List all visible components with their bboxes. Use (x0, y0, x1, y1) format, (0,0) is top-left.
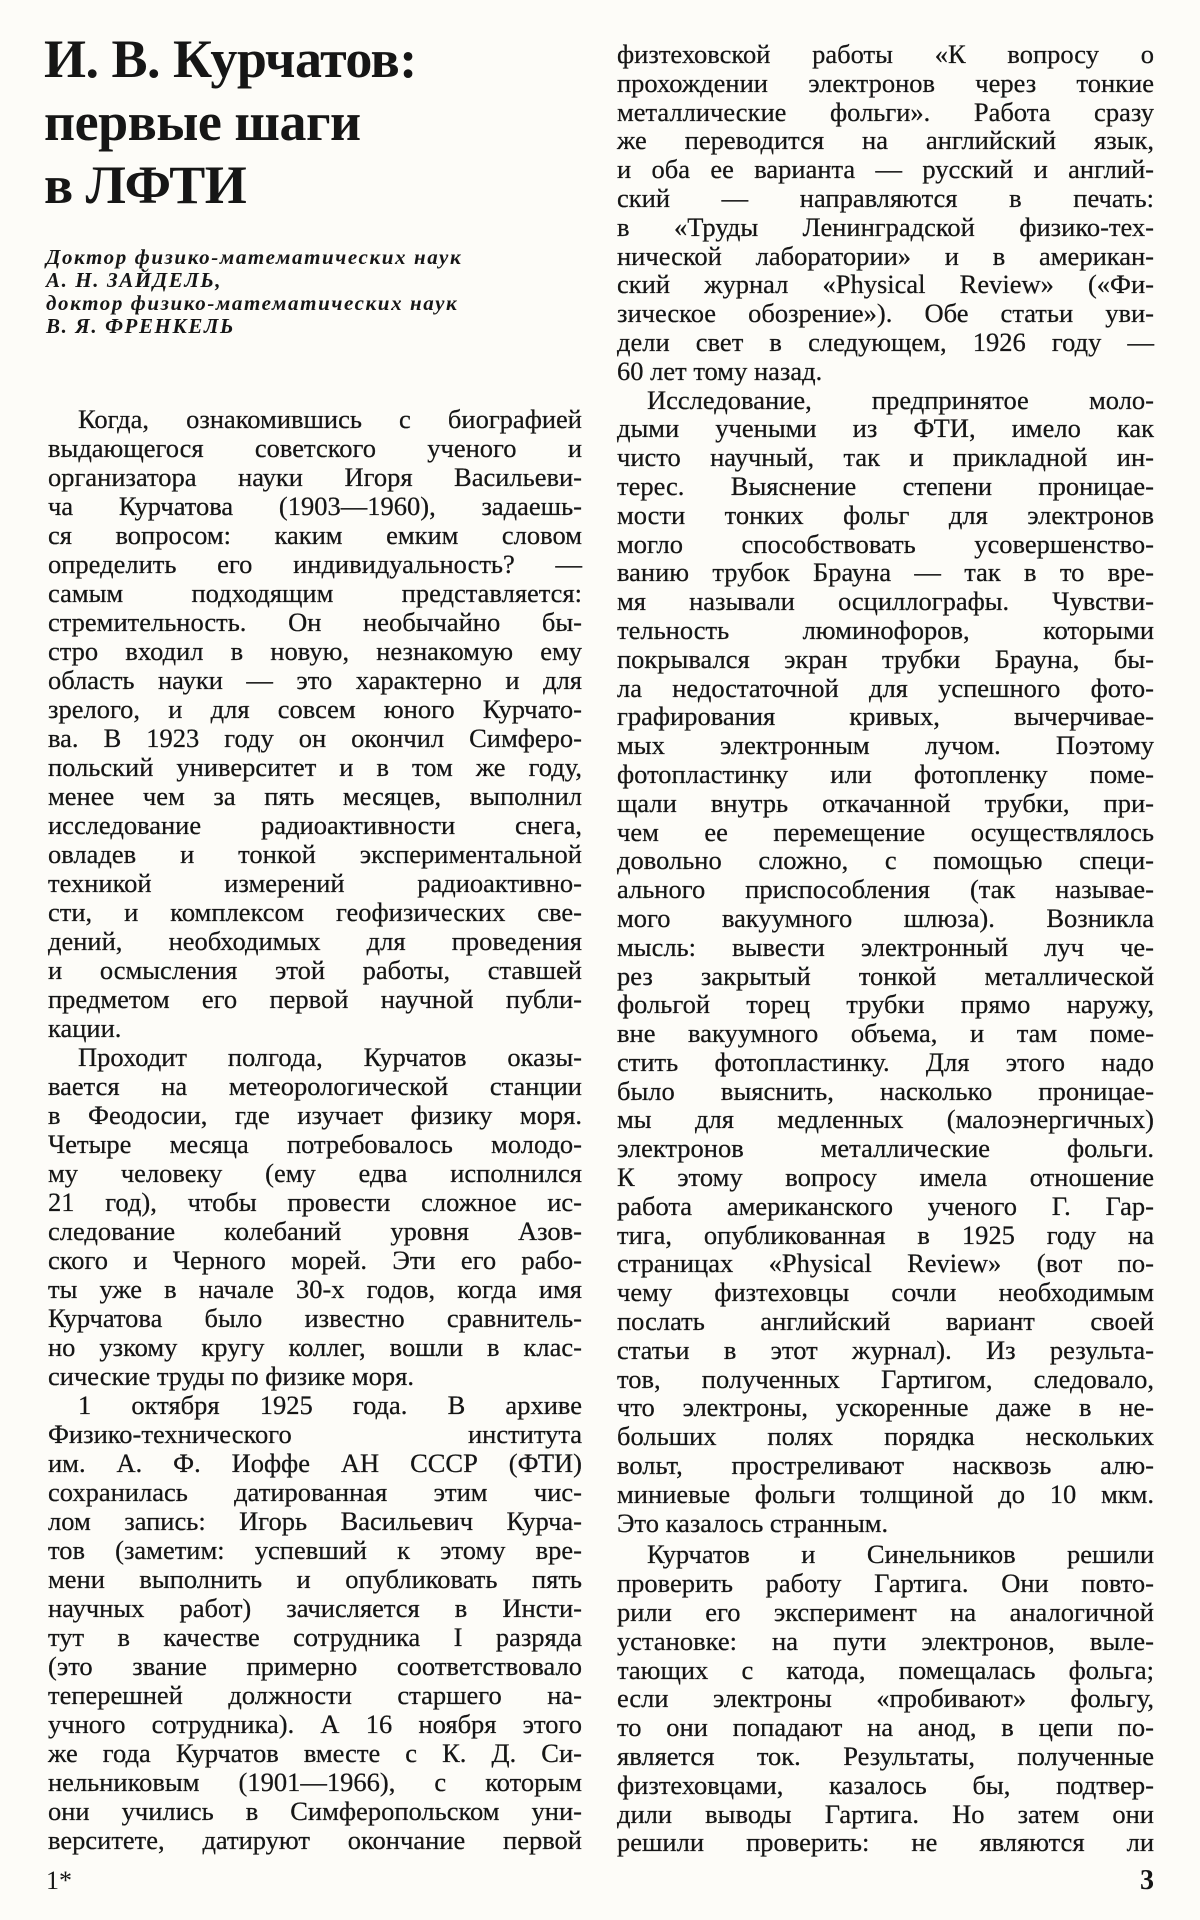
text-line: верситете, датируют окончание первой (48, 1825, 582, 1855)
text-line: мого вакуумного шлюза). Возникла (617, 902, 1154, 933)
text-line: менее чем за пять месяцев, выполнил (48, 781, 582, 811)
text-line: статьи в этот журнал). Из результа- (617, 1334, 1154, 1365)
page-number: 3 (1140, 1865, 1154, 1896)
author-2-name: В. Я. ФРЕНКЕЛЬ (46, 314, 235, 338)
text-line: дили выводы Гартига. Но затем они (617, 1798, 1154, 1829)
text-line: графирования кривых, вычерчивае- (617, 701, 1154, 732)
text-line: фольгой торец трубки прямо наружу, (617, 989, 1154, 1020)
text-line: чему физтеховцы сочли необходимым (617, 1277, 1154, 1308)
text-line: то они попадают на анод, в цепи по- (617, 1712, 1154, 1743)
text-line: страницах «Physical Review» (вот по- (617, 1248, 1154, 1279)
text-line: теперешней должности старшего на- (48, 1680, 582, 1710)
text-line: 1 октября 1925 года. В архиве (78, 1390, 582, 1420)
text-line: дели свет в следующем, 1926 году — (617, 326, 1154, 357)
text-column-right (617, 40, 1154, 1857)
title-line: первые шаги (44, 92, 361, 152)
text-line: организатора науки Игоря Васильеви- (48, 462, 582, 492)
text-line: предметом его первой научной публи- (48, 984, 582, 1014)
text-line: нической лаборатории» и в американ- (617, 240, 1154, 271)
text-line: они учились в Симферопольском уни- (48, 1796, 582, 1826)
text-line: стремительность. Он необычайно бы- (48, 607, 582, 637)
text-line: работа американского ученого Г. Гар- (617, 1190, 1154, 1221)
paragraph (617, 40, 1154, 386)
text-line: Это казалось странным. (617, 1507, 889, 1538)
text-line: самым подходящим представляется: (48, 578, 582, 608)
text-line: выдающегося советского ученого и (48, 433, 582, 463)
text-line: металлические фольги». Работа сразу (617, 96, 1154, 127)
text-line: сти, и комплексом геофизических све- (48, 897, 582, 927)
text-line: му человеку (ему едва исполнился (48, 1158, 582, 1188)
text-line: проверить работу Гартига. Они повто- (617, 1568, 1154, 1599)
text-line: вается на метеорологической станции (48, 1071, 582, 1101)
author-1-degree: Доктор физико-математических наук (46, 245, 463, 269)
text-line: ский журнал «Physical Review» («Фи- (617, 269, 1154, 300)
author-byline (46, 246, 462, 338)
text-line: дений, необходимых для проведения (48, 926, 582, 956)
text-line: же года Курчатов вместе с К. Д. Си- (48, 1738, 582, 1768)
text-line: и оба ее варианта — русский и англий- (617, 154, 1154, 185)
text-line: чем ее перемещение осуществлялось (617, 816, 1154, 847)
paragraph (48, 1391, 582, 1855)
text-line: ский — направляются в печать: (617, 182, 1154, 213)
text-line: физтеховцами, казалось бы, подтвер- (617, 1769, 1154, 1800)
text-line: ального приспособления (так называе- (617, 874, 1154, 905)
text-line: 21 год), чтобы провести сложное ис- (48, 1187, 582, 1217)
text-line: определить его индивидуальность? — (48, 549, 582, 579)
paragraph (617, 1540, 1154, 1857)
text-line: мени выполнить и опубликовать пять (48, 1564, 582, 1594)
text-line: овладев и тонкой экспериментальной (48, 839, 582, 869)
article-title (44, 28, 417, 217)
text-line: покрывался экран трубки Брауна, бы- (617, 643, 1154, 674)
text-line: область науки — это характерно и для (48, 665, 582, 695)
text-line: К этому вопросу имела отношение (617, 1162, 1154, 1193)
author-2-degree: доктор физико-математических наук (46, 291, 459, 315)
text-line: ся вопросом: каким емким словом (48, 520, 582, 550)
text-line: является ток. Результаты, полученные (617, 1741, 1154, 1772)
text-line: стить фотопластинку. Для этого надо (617, 1046, 1154, 1077)
text-line: мы для медленных (малоэнергичных) (617, 1104, 1154, 1135)
author-1-name: А. Н. ЗАЙДЕЛЬ, (46, 268, 223, 292)
paragraph (617, 386, 1154, 1538)
text-line: могло способствовать усовершенство- (617, 528, 1154, 559)
text-line: в «Труды Ленинградской физико-тех- (617, 211, 1154, 242)
text-line: польский университет и в том же году, (48, 752, 582, 782)
text-line: тов (заметим: успевший к этому вре- (48, 1535, 582, 1565)
text-line: электронов металлические фольги. (617, 1133, 1154, 1164)
text-line: решили проверить: не являются ли (617, 1827, 1154, 1858)
text-column-left (48, 405, 582, 1855)
text-line: вне вакуумного объема, и там поме- (617, 1018, 1154, 1049)
text-line: сические труды по физике моря. (48, 1361, 414, 1391)
text-line: тающих с катода, помещалась фольга; (617, 1654, 1154, 1685)
text-line: рез закрытый тонкой металлической (617, 960, 1154, 991)
text-line: Проходит полгода, Курчатов оказы- (78, 1042, 582, 1072)
text-line: рили его эксперимент на аналогичной (617, 1597, 1154, 1628)
text-line: больших полях порядка нескольких (617, 1421, 1154, 1452)
text-line: вольт, простреливают насквозь алю- (617, 1450, 1154, 1481)
text-line: лом запись: Игорь Васильевич Курча- (48, 1506, 582, 1536)
text-line: миниевые фольги толщиной до 10 мкм. (617, 1478, 1154, 1509)
text-line: следование колебаний уровня Азов- (48, 1216, 582, 1246)
text-line: Исследование, предпринятое моло- (647, 384, 1154, 415)
text-line: ты уже в начале 30-х годов, когда имя (48, 1274, 582, 1304)
text-line: щали внутрь откачанной трубки, при- (617, 787, 1154, 818)
text-line: физтеховской работы «К вопросу о (617, 39, 1154, 69)
text-line: тига, опубликованная в 1925 году на (617, 1219, 1154, 1250)
text-line: Когда, ознакомившись с биографией (78, 404, 582, 434)
text-line: мысль: вывести электронный луч че- (617, 931, 1154, 962)
text-line: зическое обозрение»). Обе статьи уви- (617, 298, 1154, 329)
text-line: ванию трубок Брауна — так в то вре- (617, 557, 1154, 588)
text-line: послать английский вариант своей (617, 1306, 1154, 1337)
text-line: в Феодосии, где изучает физику моря. (48, 1100, 582, 1130)
text-line: учного сотрудника). А 16 ноября этого (48, 1709, 582, 1739)
text-line: чисто научный, так и прикладной ин- (617, 442, 1154, 473)
text-line: зрелого, и для совсем юного Курчато- (48, 694, 582, 724)
text-line: довольно сложно, с помощью специ- (617, 845, 1154, 876)
text-line: ва. В 1923 году он окончил Симферо- (48, 723, 582, 753)
text-line: тельность люминофоров, которыми (617, 614, 1154, 645)
text-line: ла недостаточной для успешного фото- (617, 672, 1154, 703)
paragraph (48, 405, 582, 1043)
text-line: мя называли осциллографы. Чувстви- (617, 586, 1154, 617)
text-line: Четыре месяца потребовалось молодо- (48, 1129, 582, 1159)
text-line: фотопластинку или фотопленку поме- (617, 758, 1154, 789)
text-line: мых электронным лучом. Поэтому (617, 730, 1154, 761)
text-line: стро входил в новую, незнакомую ему (48, 636, 582, 666)
text-line: ча Курчатова (1903—1960), задаешь- (48, 491, 582, 521)
text-line: ского и Черного морей. Эти его рабо- (48, 1245, 582, 1275)
text-line: прохождении электронов через тонкие (617, 67, 1154, 98)
text-line: Физико-технического института (48, 1419, 582, 1449)
text-line: же переводится на английский язык, (617, 125, 1154, 156)
text-line: дыми учеными из ФТИ, имело как (617, 413, 1154, 444)
text-line: что электроны, ускоренные даже в не- (617, 1392, 1154, 1423)
text-line: Курчатов и Синельников решили (647, 1539, 1154, 1570)
text-line: было выяснить, насколько проницае- (617, 1075, 1154, 1106)
text-line: техникой измерений радиоактивно- (48, 868, 582, 898)
text-line: им. А. Ф. Иоффе АН СССР (ФТИ) (48, 1448, 582, 1478)
text-line: Курчатова было известно сравнитель- (48, 1303, 582, 1333)
text-line: установке: на пути электронов, выле- (617, 1625, 1154, 1656)
text-line: мости тонких фольг для электронов (617, 499, 1154, 530)
text-line: исследование радиоактивности снега, (48, 810, 582, 840)
text-line: кации. (48, 1013, 122, 1043)
text-line: если электроны «пробивают» фольгу, (617, 1683, 1154, 1714)
text-line: сохранилась датированная этим чис- (48, 1477, 582, 1507)
title-line: И. В. Курчатов: (44, 29, 417, 89)
text-line: и осмысления этой работы, ставшей (48, 955, 582, 985)
text-line: (это звание примерно соответствовало (48, 1651, 582, 1681)
text-line: терес. Выяснение степени проницае- (617, 470, 1154, 501)
text-line: тов, полученных Гартигом, следовало, (617, 1363, 1154, 1394)
paragraph (48, 1043, 582, 1391)
title-line: в ЛФТИ (44, 155, 247, 215)
signature-mark: 1* (46, 1866, 72, 1895)
text-line: нельниковым (1901—1966), с которым (48, 1767, 582, 1797)
text-line: но узкому кругу коллег, вошли в клас- (48, 1332, 582, 1362)
text-line: научных работ) зачисляется в Инсти- (48, 1593, 582, 1623)
text-line: тут в качестве сотрудника I разряда (48, 1622, 582, 1652)
text-line: 60 лет тому назад. (617, 355, 823, 386)
